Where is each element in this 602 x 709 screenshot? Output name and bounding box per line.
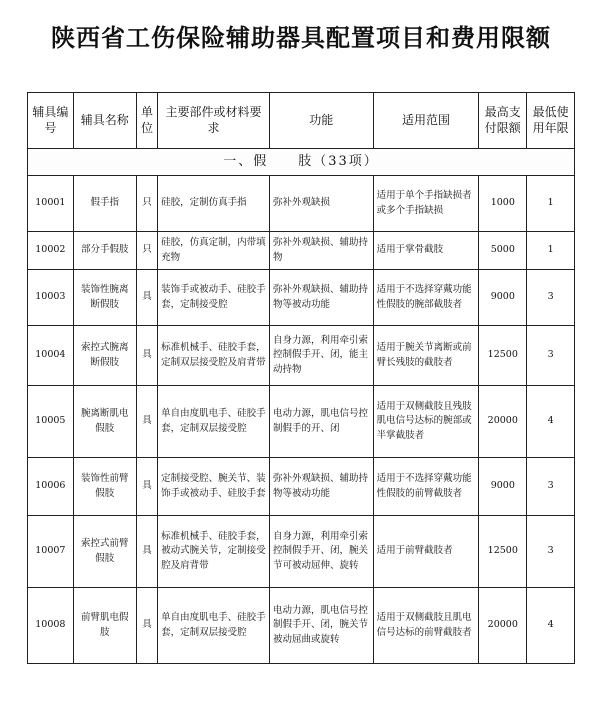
cell-function: 弥补外观缺损、辅助持物 xyxy=(269,232,373,270)
cell-unit: 具 xyxy=(136,270,157,326)
cell-name: 索控式腕离断假肢 xyxy=(73,326,136,386)
header-limit: 最高支付限额 xyxy=(479,93,527,149)
header-name: 辅具名称 xyxy=(73,93,136,149)
cell-code: 10003 xyxy=(28,270,74,326)
cell-years: 3 xyxy=(527,516,575,588)
cell-function: 电动力源，肌电信号控制假手的开、闭 xyxy=(269,386,373,458)
table-row xyxy=(28,458,575,516)
cell-limit: 12500 xyxy=(479,516,527,588)
cell-name: 部分手假肢 xyxy=(73,232,136,270)
cell-scope: 适用于双侧截肢且残肢肌电信号达标的腕部或半掌截肢者 xyxy=(373,386,479,458)
cell-scope: 适用于单个手指缺损者或多个手指缺损 xyxy=(373,176,479,232)
cell-material: 装饰手或被动手、硅胶手套，定制接受腔 xyxy=(158,270,270,326)
cell-years: 1 xyxy=(527,176,575,232)
cell-material: 标准机械手、硅胶手套，被动式腕关节，定制接受腔及肩背带 xyxy=(158,516,270,588)
cell-material: 定制接受腔、腕关节、装饰手或被动手、硅胶手套 xyxy=(158,458,270,516)
header-scope: 适用范围 xyxy=(373,93,479,149)
cell-unit: 具 xyxy=(136,458,157,516)
cell-material: 单自由度肌电手、硅胶手套，定制双层接受腔 xyxy=(158,386,270,458)
cell-years: 4 xyxy=(527,588,575,664)
table-row xyxy=(28,232,575,270)
cell-function: 自身力源，利用牵引索控制假手开、闭，腕关节可被动屈伸、旋转 xyxy=(269,516,373,588)
header-row xyxy=(28,93,575,149)
cell-years: 3 xyxy=(527,326,575,386)
cell-material: 硅胶，定制仿真手指 xyxy=(158,176,270,232)
cell-unit: 具 xyxy=(136,588,157,664)
cell-code: 10002 xyxy=(28,232,74,270)
cell-scope: 适用于双侧截肢且肌电信号达标的前臂截肢者 xyxy=(373,588,479,664)
cell-years: 1 xyxy=(527,232,575,270)
fee-table xyxy=(27,92,575,664)
cell-name: 装饰性腕离断假肢 xyxy=(73,270,136,326)
cell-limit: 20000 xyxy=(479,588,527,664)
table-row xyxy=(28,270,575,326)
cell-function: 电动力源，肌电信号控制假手开、闭，腕关节被动屈曲或旋转 xyxy=(269,588,373,664)
cell-limit: 9000 xyxy=(479,458,527,516)
section-title: 一、假 肢（33项） xyxy=(28,149,575,176)
cell-years: 3 xyxy=(527,458,575,516)
cell-name: 前臂肌电假肢 xyxy=(73,588,136,664)
cell-limit: 12500 xyxy=(479,326,527,386)
cell-code: 10007 xyxy=(28,516,74,588)
cell-unit: 只 xyxy=(136,232,157,270)
table-row xyxy=(28,386,575,458)
table-row xyxy=(28,326,575,386)
cell-function: 自身力源，利用牵引索控制假手开、闭，能主动持物 xyxy=(269,326,373,386)
cell-name: 索控式前臂假肢 xyxy=(73,516,136,588)
cell-scope: 适用于不选择穿戴功能性假肢的前臂截肢者 xyxy=(373,458,479,516)
page-title: 陕西省工伤保险辅助器具配置项目和费用限额 xyxy=(51,24,551,52)
cell-function: 弥补外观缺损、辅助持物等被动功能 xyxy=(269,270,373,326)
cell-unit: 具 xyxy=(136,326,157,386)
header-years: 最低使用年限 xyxy=(527,93,575,149)
cell-scope: 适用于不选择穿戴功能性假肢的腕部截肢者 xyxy=(373,270,479,326)
cell-code: 10004 xyxy=(28,326,74,386)
cell-limit: 9000 xyxy=(479,270,527,326)
table-row xyxy=(28,176,575,232)
table-row xyxy=(28,516,575,588)
header-function: 功能 xyxy=(269,93,373,149)
cell-function: 弥补外观缺损、辅助持物等被动功能 xyxy=(269,458,373,516)
cell-unit: 只 xyxy=(136,176,157,232)
cell-material: 单自由度肌电手、硅胶手套，定制双层接受腔 xyxy=(158,588,270,664)
cell-unit: 具 xyxy=(136,386,157,458)
cell-name: 装饰性前臂假肢 xyxy=(73,458,136,516)
cell-code: 10008 xyxy=(28,588,74,664)
section-row xyxy=(28,149,575,176)
header-code: 辅具编号 xyxy=(28,93,74,149)
cell-years: 4 xyxy=(527,386,575,458)
cell-code: 10001 xyxy=(28,176,74,232)
cell-limit: 20000 xyxy=(479,386,527,458)
header-material: 主要部件或材料要求 xyxy=(158,93,270,149)
cell-function: 弥补外观缺损 xyxy=(269,176,373,232)
cell-code: 10006 xyxy=(28,458,74,516)
cell-material: 硅胶，仿真定制，内带填充物 xyxy=(158,232,270,270)
table-row xyxy=(28,588,575,664)
cell-material: 标准机械手、硅胶手套，定制双层接受腔及肩背带 xyxy=(158,326,270,386)
cell-code: 10005 xyxy=(28,386,74,458)
cell-limit: 1000 xyxy=(479,176,527,232)
cell-name: 假手指 xyxy=(73,176,136,232)
cell-limit: 5000 xyxy=(479,232,527,270)
cell-years: 3 xyxy=(527,270,575,326)
cell-scope: 适用于掌骨截肢 xyxy=(373,232,479,270)
cell-name: 腕离断肌电假肢 xyxy=(73,386,136,458)
cell-unit: 具 xyxy=(136,516,157,588)
cell-scope: 适用于前臂截肢者 xyxy=(373,516,479,588)
cell-scope: 适用于腕关节离断或前臂长残肢的截肢者 xyxy=(373,326,479,386)
header-unit: 单位 xyxy=(136,93,157,149)
